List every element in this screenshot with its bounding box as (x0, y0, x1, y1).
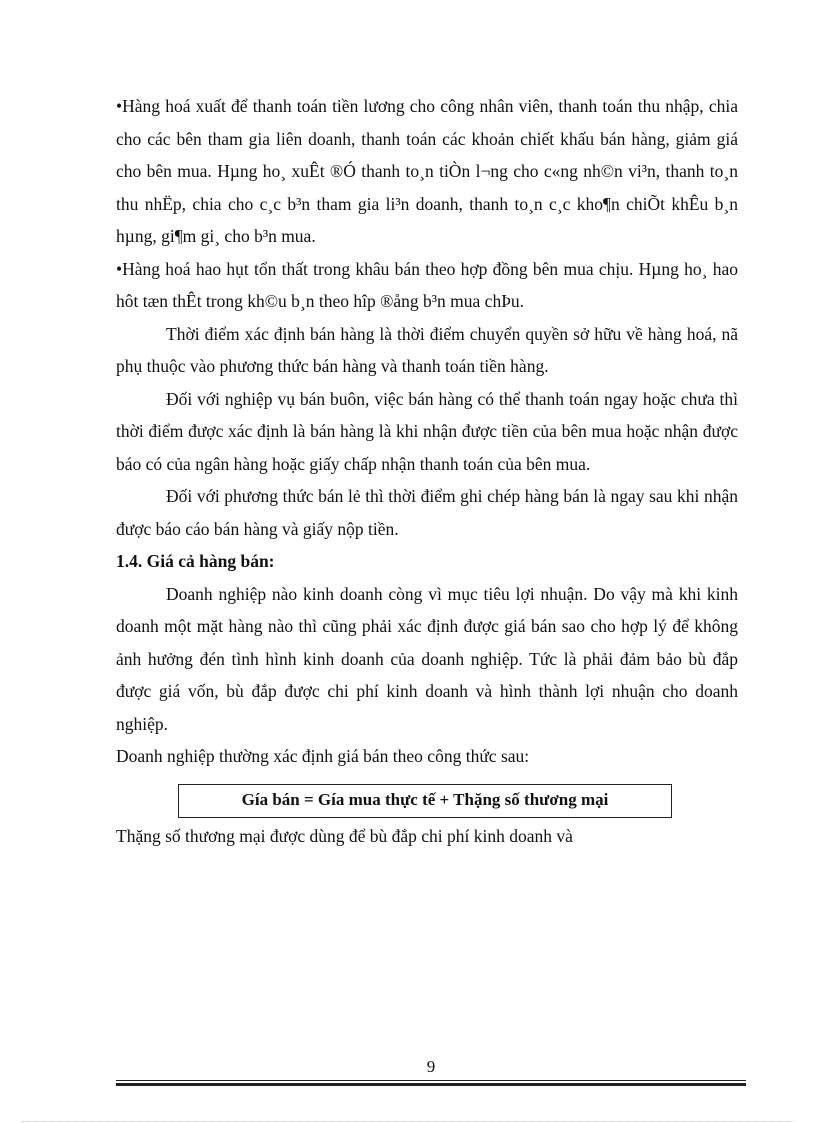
formula-box (178, 784, 672, 818)
footer-rule-thick (116, 1083, 746, 1086)
paragraph-bullet-loss: •Hàng hoá hao hụt tổn thất trong khâu bán theo hợp đồng bên mua chịu. Hµng ho¸ hao hôt tæn thÊt trong kh©u b¸n theo hîp ®ång b³n mua chÞu. (116, 258, 738, 311)
footer-rule-thin (116, 1080, 746, 1081)
paragraph-bullet-payment: •Hàng hoá xuất để thanh toán tiền lương cho công nhân viên, thanh toán thu nhập, chia cho các bên tham gia liên doanh, thanh toán các khoản chiết khấu bán hàng, giảm giá cho bên mua. Hµng ho¸ xuÊt ®Ó thanh to¸n tiÒn l¬ng cho c«ng nh©n vi³n, thanh to¸n thu nhËp, chia cho c¸c b³n tham gia li³n doanh, thanh to¸n c¸c kho¶n chiÕt khÊu b¸n hµng, gi¶m gi¸ cho b³n mua. (116, 96, 738, 246)
paragraph-pricing: Doanh nghiệp nào kinh doanh còng vì mục tiêu lợi nhuận. Do vậy mà khi kinh doanh một mặt hàng nào thì cũng phải xác định được giá bán sao cho hợp lý để không ảnh hưởng đén tình hình kinh doanh của doanh nghiệp. Tức là phải đảm bảo bù đắp được giá vốn, bù đắp được chi phí kinh doanh và hình thành lợi nhuận cho doanh nghiệp. (116, 583, 738, 734)
paragraph-sale-time: Thời điểm xác định bán hàng là thời điểm chuyển quyền sở hữu về hàng hoá, nã phụ thuộc vào phương thức bán hàng và thanh toán tiền hàng. (116, 323, 738, 376)
paragraph-markup: Thặng số thương mại được dùng để bù đắp chi phí kinh doanh và (116, 825, 573, 846)
formula-text: Gía bán = Gía mua thực tế + Thặng số thương mại (241, 790, 609, 810)
paragraph-retail: Đối với phương thức bán lẻ thì thời điểm ghi chép hàng bán là ngay sau khi nhận được báo cáo bán hàng và giấy nộp tiền. (116, 486, 738, 539)
page-bottom-border (22, 1121, 794, 1122)
page-content (116, 90, 738, 852)
section-heading: 1.4. Giá cả hàng bán: (116, 551, 275, 571)
paragraph-wholesale: Đối với nghiệp vụ bán buôn, việc bán hàng có thể thanh toán ngay hoặc chưa thì thời điểm được xác định là bán hàng là khi nhận được tiền của bên mua hoặc nhận được báo có của ngân hàng hoặc giấy chấp nhận thanh toán của bên mua. (116, 388, 738, 474)
page-number: 9 (426, 1057, 436, 1076)
paragraph-formula-intro: Doanh nghiệp thường xác định giá bán theo công thức sau: (116, 746, 530, 766)
